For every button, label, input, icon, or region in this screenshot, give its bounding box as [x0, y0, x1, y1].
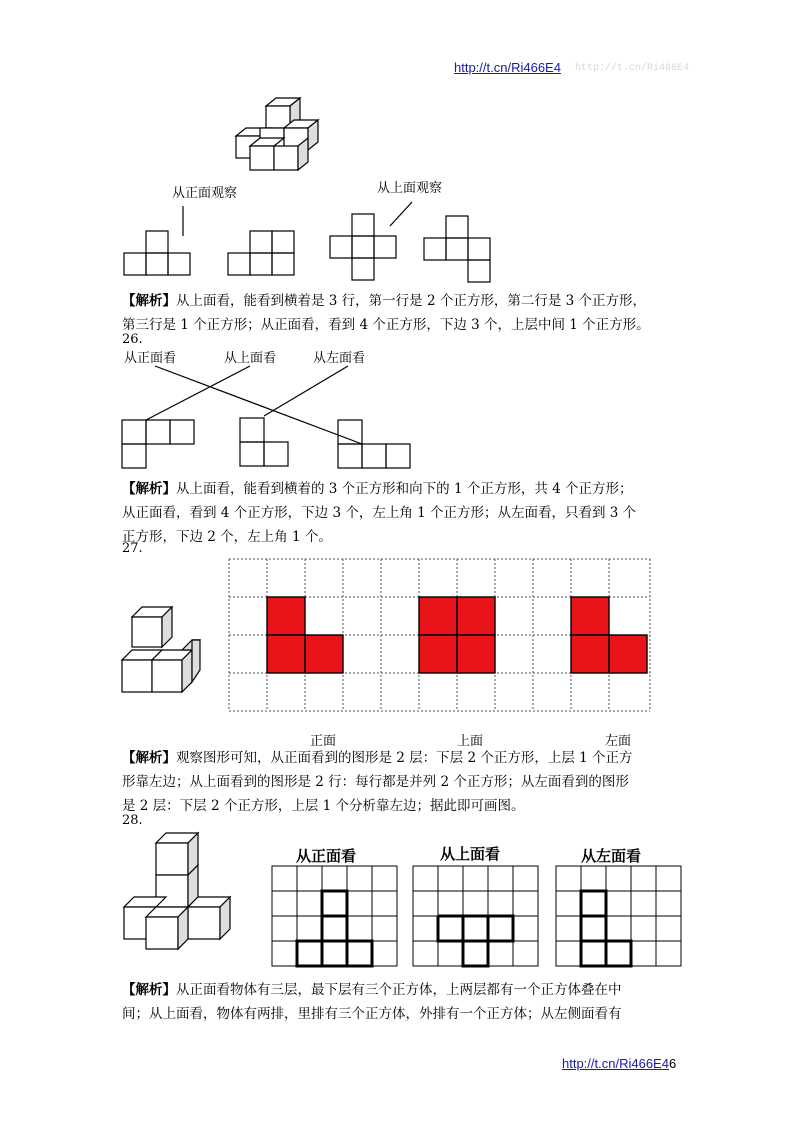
label-top-27: 上面: [457, 734, 484, 749]
connector-front-26: [155, 366, 362, 444]
cube-stack-27: [122, 607, 200, 692]
analysis-tag: 【解析】: [122, 293, 176, 309]
analysis-line: 间；从上面看，物体有两排，里排有三个正方体，外排有一个正方体；从左侧面看有: [122, 1006, 622, 1022]
label-left-27: 左面: [605, 734, 632, 749]
analysis-28: [122, 978, 682, 1026]
label-top-25: 从上面观察: [377, 181, 443, 196]
page-number: 6: [668, 1056, 677, 1071]
cube-stack-28: [124, 833, 230, 949]
analysis-line: 从正面看，看到 4 个正方形，下边 3 个，左上角 1 个正方形；从左面看，只看到 3 个: [122, 505, 637, 521]
analysis-line: 第三行是 1 个正方形；从正面看，看到 4 个正方形，下边 3 个，上层中间 1 个正方形。: [122, 317, 650, 333]
view-grid-26-a: [122, 420, 194, 468]
front-view-cell-top: [267, 597, 305, 635]
top-view-cell-2: [457, 597, 495, 635]
red-views-27: [267, 597, 647, 673]
view-grid-26-b: [240, 418, 288, 466]
label-top-26: 从上面看: [224, 351, 277, 366]
analysis-tag: 【解析】: [122, 481, 176, 497]
analysis-line: 形靠左边；从上面看到的图形是 2 行：每行都是并列 2 个正方形；从左面看到的图形: [122, 774, 629, 790]
connector-top-26: [146, 366, 250, 420]
label-top-28: 从上面看: [440, 845, 501, 863]
analysis-line: 正方形，下边 2 个，左上角 1 个。: [122, 529, 332, 545]
analysis-tag: 【解析】: [122, 982, 176, 998]
analysis-26: [122, 477, 682, 549]
header-faint-text: http://t.cn/Ri466E4: [575, 63, 690, 74]
view-grid-25-c: [330, 214, 396, 280]
front-view-cell-bottom-left: [267, 635, 305, 673]
front-view-cell-bottom-right: [305, 635, 343, 673]
label-front-27: 正面: [310, 734, 337, 749]
analysis-line: 观察图形可知，从正面看到的图形是 2 层：下层 2 个正方形，上层 1 个正方: [176, 750, 633, 766]
analysis-line: 从上面看，能看到横着是 3 行，第一行是 2 个正方形，第二行是 3 个正方形，: [176, 293, 647, 309]
analysis-line: 是 2 层：下层 2 个正方形，上层 1 个分析靠左边；据此即可画图。: [122, 798, 525, 814]
top-view-cell-3: [419, 635, 457, 673]
view-grid-25-b: [228, 231, 294, 275]
view-grid-25-d: [424, 216, 490, 282]
label-front-25: 从正面观察: [172, 186, 238, 201]
top-view-cell-4: [457, 635, 495, 673]
label-front-26: 从正面看: [124, 351, 177, 366]
view-grid-26-c: [338, 420, 410, 468]
footer: [562, 1056, 676, 1071]
cube-stack-25: [236, 98, 318, 170]
label-left-26: 从左面看: [313, 351, 366, 366]
analysis-tag: 【解析】: [122, 750, 176, 766]
left-view-cell-bottom-left: [571, 635, 609, 673]
question-number-27: 27.: [122, 541, 143, 556]
analysis-line: 从上面看，能看到横着的 3 个正方形和向下的 1 个正方形，共 4 个正方形；: [176, 481, 633, 497]
analysis-25: [122, 289, 682, 337]
question-number-26: 26.: [122, 332, 143, 347]
leader-line-top-25: [390, 202, 412, 226]
label-front-28: 从正面看: [296, 847, 357, 865]
left-view-cell-bottom-right: [609, 635, 647, 673]
header-link[interactable]: http://t.cn/Ri466E4: [454, 60, 561, 75]
footer-link[interactable]: http://t.cn/Ri466E4: [562, 1056, 669, 1071]
analysis-27: [122, 746, 682, 818]
analysis-line: 从正面看物体有三层，最下层有三个正方体，上两层都有一个正方体叠在中: [176, 982, 622, 998]
connector-left-26: [264, 366, 348, 416]
question-number-28: 28.: [122, 813, 143, 828]
view-shapes-28: [297, 891, 631, 966]
view-grid-25-a: [124, 231, 190, 275]
left-view-cell-top: [571, 597, 609, 635]
top-view-cell-1: [419, 597, 457, 635]
label-left-28: 从左面看: [581, 847, 642, 865]
